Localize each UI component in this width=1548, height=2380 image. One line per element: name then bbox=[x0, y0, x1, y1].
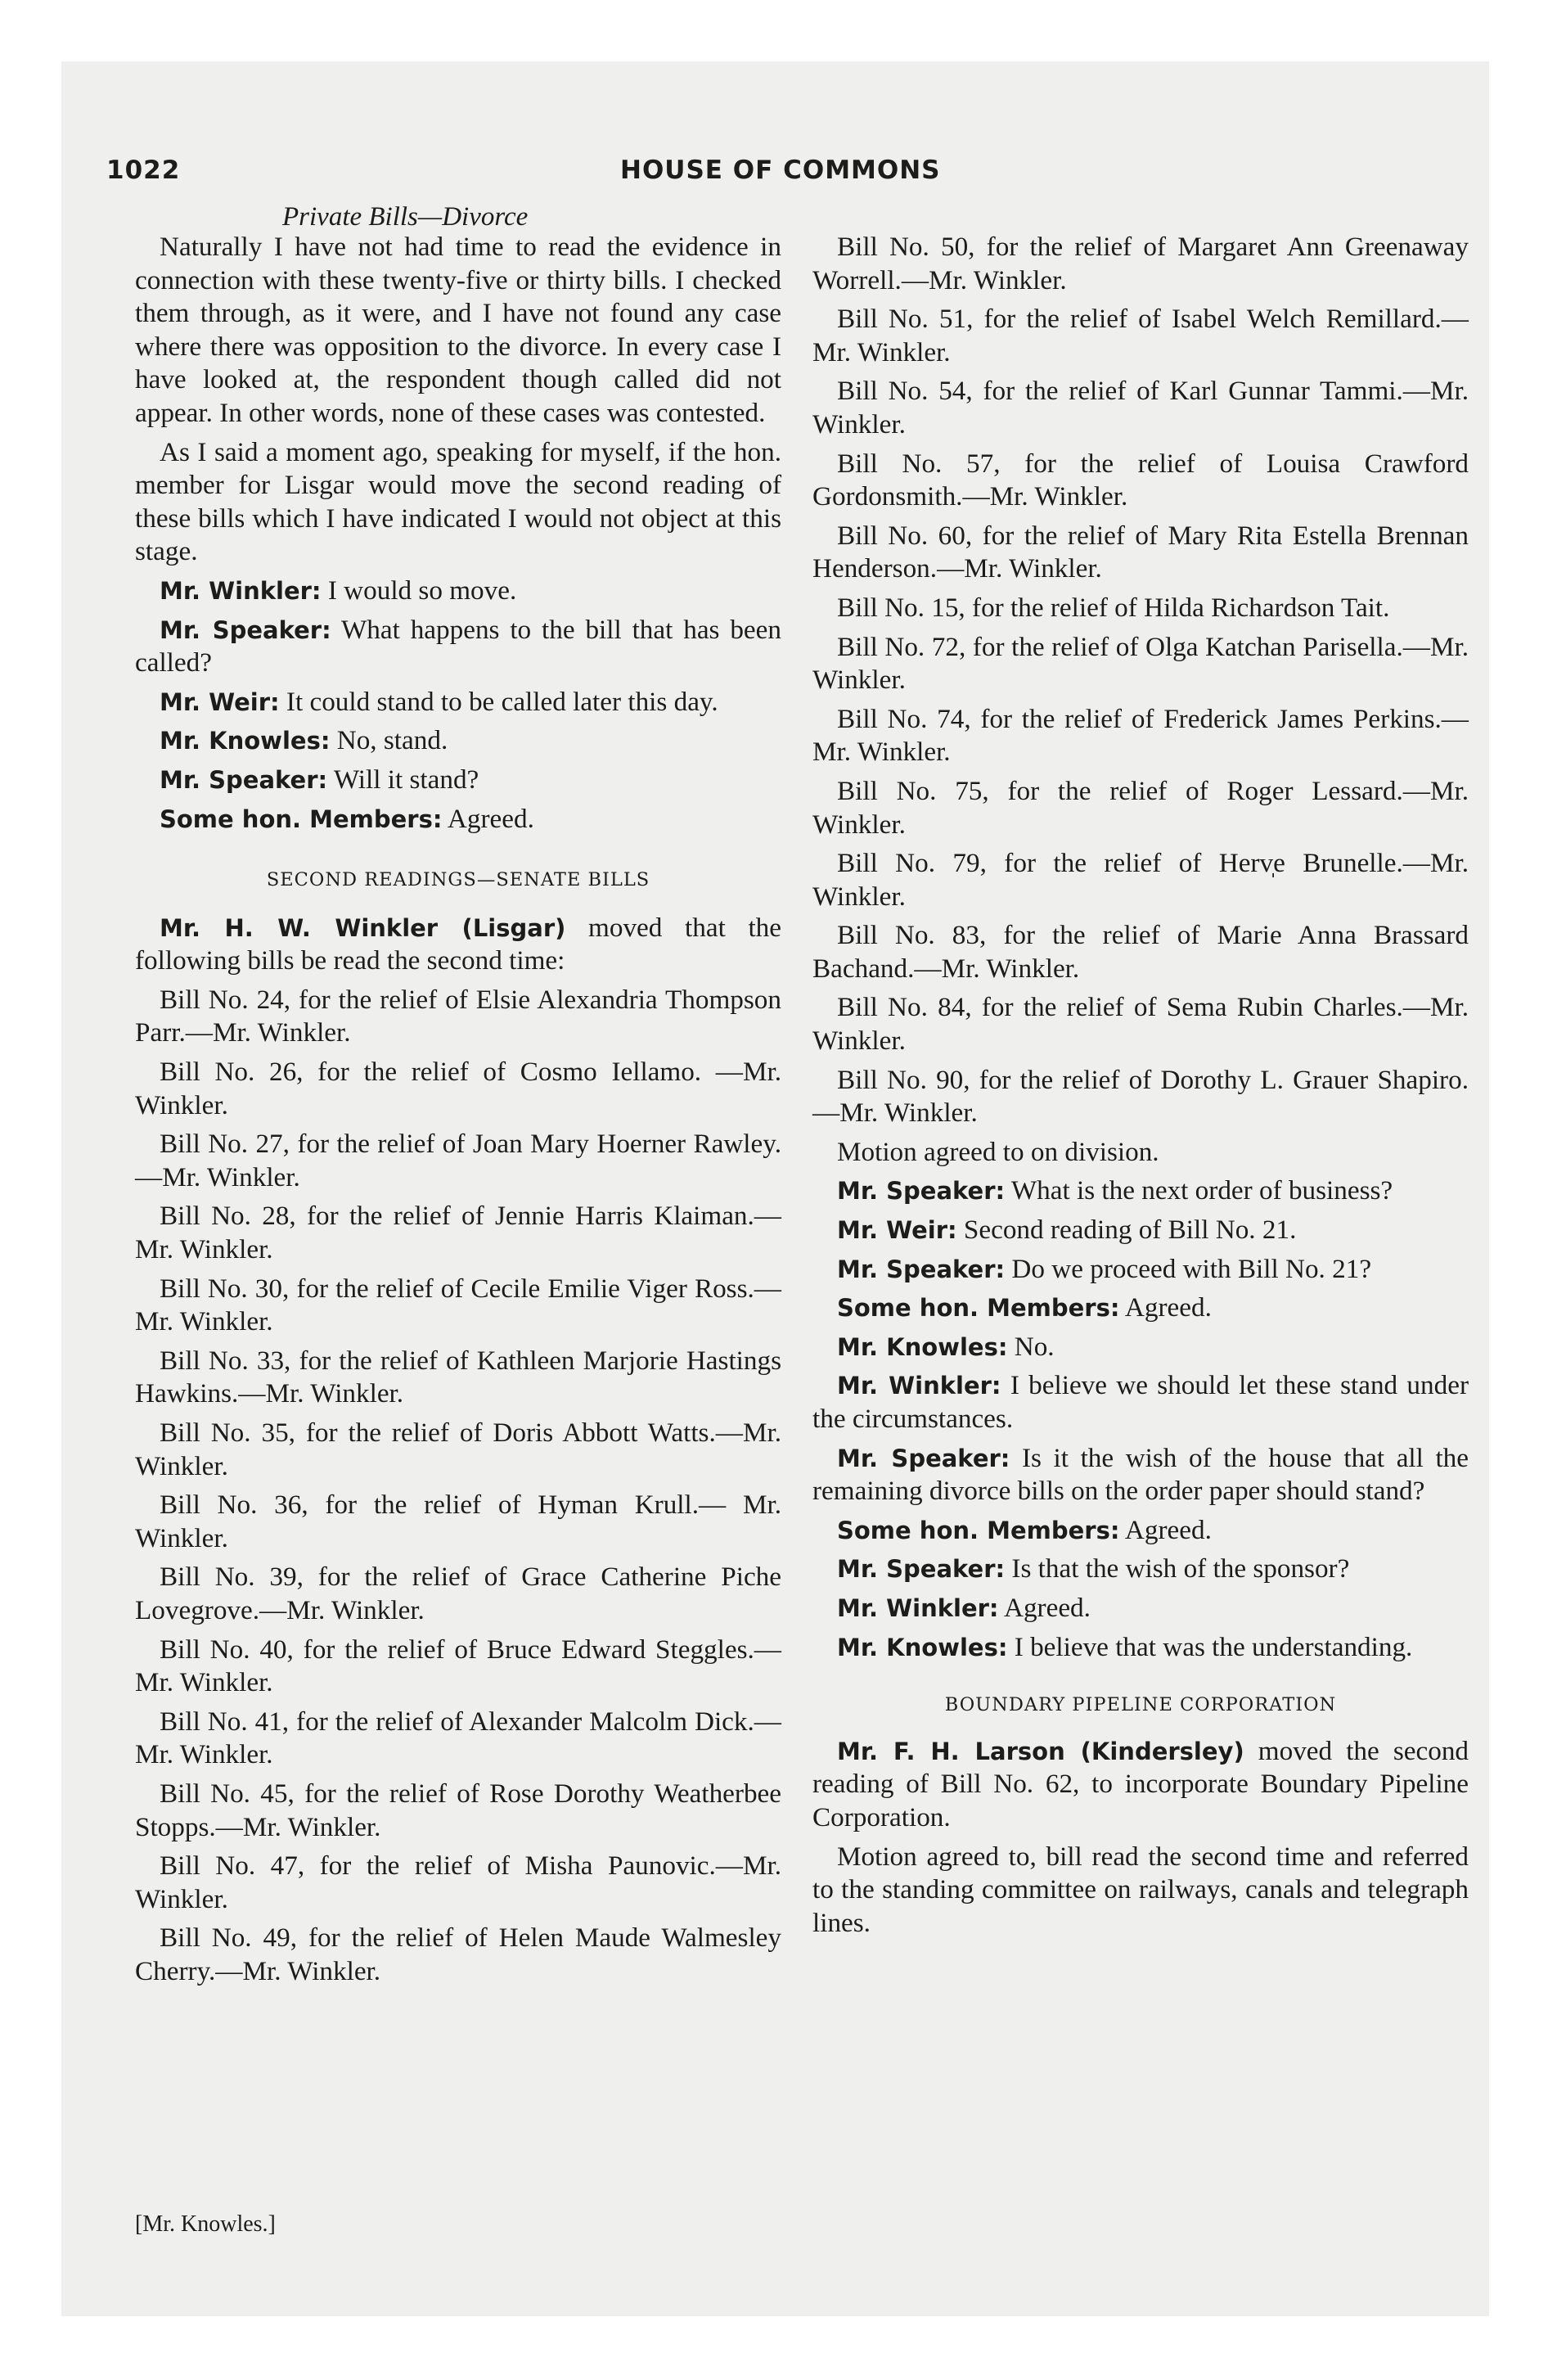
paragraph-text: Bill No. 33, for the relief of Kathleen Marjorie Hastings Hawkins.—Mr. Winkler. bbox=[135, 1345, 781, 1409]
speaker-name: Mr. Speaker: bbox=[837, 1555, 1006, 1584]
text-paragraph bbox=[812, 375, 1469, 441]
text-paragraph bbox=[812, 448, 1469, 514]
paragraph-text: Bill No. 28, for the relief of Jennie Harris Klaiman.—Mr. Winkler. bbox=[135, 1201, 781, 1265]
text-paragraph bbox=[135, 231, 781, 430]
paragraph-text: Bill No. 72, for the relief of Olga Katchan Parisella.—Mr. Winkler. bbox=[812, 631, 1469, 696]
speaker-name: Some hon. Members: bbox=[160, 805, 443, 833]
text-paragraph bbox=[812, 303, 1469, 369]
paragraph-text: Agreed. bbox=[1124, 1292, 1212, 1323]
text-paragraph bbox=[812, 703, 1469, 769]
paragraph-text: moved that the following bills be read the second time: bbox=[135, 912, 781, 976]
paragraph-text: As I said a moment ago, speaking for myself, if the hon. member for Lisgar would move the second reading of these bills which I have indicated I would not object at this stage. bbox=[135, 436, 781, 567]
speaker-name: Some hon. Members: bbox=[837, 1294, 1120, 1323]
paragraph-text: Agreed. bbox=[1124, 1514, 1212, 1545]
text-paragraph bbox=[135, 1561, 781, 1627]
footer-speaker-note: [Mr. Knowles.] bbox=[135, 2211, 276, 2237]
paragraph-text: Bill No. 24, for the relief of Elsie Alexandria Thompson Parr.—Mr. Winkler. bbox=[135, 984, 781, 1048]
speech-paragraph bbox=[135, 803, 781, 836]
running-head: HOUSE OF COMMONS bbox=[620, 156, 941, 185]
paragraph-text: Bill No. 41, for the relief of Alexander Malcolm Dick.—Mr. Winkler. bbox=[135, 1706, 781, 1770]
speech-paragraph bbox=[812, 1174, 1469, 1208]
speaker-name: Some hon. Members: bbox=[837, 1516, 1120, 1544]
paragraph-text: Bill No. 30, for the relief of Cecile Emilie Viger Ross.—Mr. Winkler. bbox=[135, 1273, 781, 1337]
text-paragraph bbox=[135, 1922, 781, 1988]
text-paragraph bbox=[135, 1706, 781, 1772]
speaker-name: Mr. Winkler: bbox=[837, 1372, 1001, 1400]
paragraph-text: Bill No. 26, for the relief of Cosmo Iellamo. —Mr. Winkler. bbox=[135, 1057, 781, 1120]
speech-paragraph bbox=[135, 912, 781, 978]
section-subhead: Private Bills—Divorce bbox=[282, 202, 529, 232]
speech-paragraph bbox=[812, 1442, 1469, 1508]
text-paragraph bbox=[135, 1634, 781, 1700]
paragraph-text: I believe that was the understanding. bbox=[1014, 1631, 1413, 1662]
text-paragraph bbox=[135, 1489, 781, 1555]
paragraph-text: Bill No. 36, for the relief of Hyman Krull.— Mr. Winkler. bbox=[135, 1490, 781, 1553]
text-paragraph bbox=[135, 1345, 781, 1411]
speech-paragraph bbox=[135, 764, 781, 797]
text-paragraph bbox=[135, 1200, 781, 1266]
paragraph-text: No. bbox=[1014, 1331, 1055, 1362]
speech-paragraph bbox=[812, 1331, 1469, 1364]
paragraph-text: Bill No. 47, for the relief of Misha Paunovic.—Mr. Winkler. bbox=[135, 1850, 781, 1914]
text-paragraph bbox=[812, 1841, 1469, 1941]
text-paragraph bbox=[135, 1778, 781, 1844]
text-paragraph bbox=[812, 1136, 1469, 1170]
speaker-name: Mr. F. H. Larson (Kindersley) bbox=[837, 1737, 1244, 1765]
paragraph-text: Bill No. 50, for the relief of Margaret Ann Greenaway Worrell.—Mr. Winkler. bbox=[812, 232, 1469, 295]
paragraph-text: Motion agreed to, bill read the second time and referred to the standing committee on railways, canals and telegraph lines. bbox=[812, 1841, 1469, 1938]
paragraph-text: It could stand to be called later this day. bbox=[286, 686, 718, 717]
speech-paragraph bbox=[812, 1253, 1469, 1287]
speaker-name: Mr. Knowles: bbox=[837, 1633, 1008, 1661]
text-paragraph bbox=[135, 1850, 781, 1916]
speaker-name: Mr. Winkler: bbox=[837, 1593, 999, 1622]
paragraph-text: Do we proceed with Bill No. 21? bbox=[1011, 1253, 1372, 1284]
speaker-name: Mr. Speaker: bbox=[160, 615, 331, 644]
text-paragraph bbox=[812, 592, 1469, 625]
paragraph-text: Bill No. 79, for the relief of Herv̩e Brunelle.—Mr. Winkler. bbox=[812, 848, 1469, 912]
paragraph-text: Bill No. 84, for the relief of Sema Rubin Charles.—Mr. Winkler. bbox=[812, 992, 1469, 1057]
text-paragraph bbox=[812, 847, 1469, 913]
speaker-name: Mr. Speaker: bbox=[837, 1444, 1010, 1472]
paragraph-text: Naturally I have not had time to read the evidence in connection with these twenty-five or thirty bills. I checked them through, as it were, and I have not found any case where there was opposition to the divorce. In every case I have looked at, the respondent though called did not appear. In other words, none of these cases was contested. bbox=[135, 232, 781, 428]
speech-paragraph bbox=[135, 575, 781, 608]
speech-paragraph bbox=[812, 1735, 1469, 1835]
text-paragraph bbox=[812, 1064, 1469, 1130]
text-paragraph bbox=[135, 1417, 781, 1483]
section-heading: SECOND READINGS—SENATE BILLS bbox=[266, 869, 650, 891]
text-paragraph bbox=[812, 520, 1469, 586]
speech-paragraph bbox=[812, 1214, 1469, 1247]
paragraph-text: Bill No. 90, for the relief of Dorothy L. Grauer Shapiro.—Mr. Winkler. bbox=[812, 1064, 1469, 1129]
paragraph-text: Agreed. bbox=[1003, 1592, 1091, 1623]
paragraph-text: Bill No. 75, for the relief of Roger Lessard.—Mr. Winkler. bbox=[812, 775, 1469, 840]
speech-paragraph bbox=[812, 1631, 1469, 1665]
speech-paragraph bbox=[135, 614, 781, 680]
paragraph-text: I believe we should let these stand under the circumstances. bbox=[812, 1370, 1469, 1434]
paragraph-text: Bill No. 54, for the relief of Karl Gunnar Tammi.—Mr. Winkler. bbox=[812, 376, 1469, 439]
page-header bbox=[106, 156, 1465, 196]
paragraph-text: Bill No. 57, for the relief of Louisa Crawford Gordonsmith.—Mr. Winkler. bbox=[812, 448, 1469, 512]
right-column bbox=[812, 231, 1469, 1945]
speech-paragraph bbox=[812, 1369, 1469, 1436]
text-paragraph bbox=[812, 231, 1469, 297]
text-paragraph bbox=[135, 1273, 781, 1339]
speaker-name: Mr. Speaker: bbox=[160, 765, 328, 794]
paragraph-text: Bill No. 83, for the relief of Marie Anna Brassard Bachand.—Mr. Winkler. bbox=[812, 920, 1469, 984]
speech-paragraph bbox=[135, 724, 781, 758]
paragraph-text: Will it stand? bbox=[333, 764, 479, 795]
paragraph-text: Is it the wish of the house that all the remaining divorce bills on the order paper should stand? bbox=[812, 1442, 1469, 1507]
paragraph-text: Agreed. bbox=[447, 803, 534, 834]
text-paragraph bbox=[812, 991, 1469, 1057]
paragraph-text: Bill No. 27, for the relief of Joan Mary Hoerner Rawley.—Mr. Winkler. bbox=[135, 1129, 781, 1192]
speech-paragraph bbox=[812, 1553, 1469, 1586]
speaker-name: Mr. Winkler: bbox=[160, 576, 322, 605]
section-heading: BOUNDARY PIPELINE CORPORATION bbox=[944, 1694, 1337, 1716]
left-column bbox=[135, 231, 781, 1995]
paragraph-text: Bill No. 35, for the relief of Doris Abbott Watts.—Mr. Winkler. bbox=[135, 1418, 781, 1481]
text-paragraph bbox=[135, 1056, 781, 1122]
paragraph-text: moved the second reading of Bill No. 62, to incorporate Boundary Pipeline Corporation. bbox=[812, 1735, 1469, 1832]
text-paragraph bbox=[812, 775, 1469, 841]
paragraph-text: Bill No. 60, for the relief of Mary Rita Estella Brennan Henderson.—Mr. Winkler. bbox=[812, 520, 1469, 584]
paragraph-text: Is that the wish of the sponsor? bbox=[1011, 1553, 1350, 1584]
speaker-name: Mr. Knowles: bbox=[160, 727, 331, 755]
paragraph-text: Bill No. 39, for the relief of Grace Catherine Piche Lovegrove.—Mr. Winkler. bbox=[135, 1562, 781, 1625]
paragraph-text: I would so move. bbox=[327, 575, 517, 606]
paragraph-text: No, stand. bbox=[336, 725, 448, 756]
speaker-name: Mr. Knowles: bbox=[837, 1332, 1008, 1361]
page-number: 1022 bbox=[106, 156, 181, 185]
speech-paragraph bbox=[812, 1514, 1469, 1548]
paragraph-text: Second reading of Bill No. 21. bbox=[963, 1215, 1297, 1246]
paragraph-text: What happens to the bill that has been called? bbox=[135, 614, 781, 678]
speech-paragraph bbox=[812, 1592, 1469, 1625]
paragraph-text: Motion agreed to on division. bbox=[837, 1136, 1159, 1167]
speech-paragraph bbox=[812, 1291, 1469, 1325]
paragraph-text: What is the next order of business? bbox=[1010, 1175, 1393, 1206]
text-paragraph bbox=[812, 919, 1469, 985]
paragraph-text: Bill No. 15, for the relief of Hilda Richardson Tait. bbox=[837, 592, 1390, 623]
paragraph-text: Bill No. 45, for the relief of Rose Dorothy Weatherbee Stopps.—Mr. Winkler. bbox=[135, 1778, 781, 1842]
text-paragraph bbox=[135, 984, 781, 1050]
text-paragraph bbox=[135, 436, 781, 569]
speaker-name: Mr. Speaker: bbox=[837, 1177, 1006, 1206]
speaker-name: Mr. H. W. Winkler (Lisgar) bbox=[160, 913, 566, 942]
text-paragraph bbox=[135, 1128, 781, 1194]
speaker-name: Mr. Speaker: bbox=[837, 1255, 1006, 1283]
paragraph-text: Bill No. 51, for the relief of Isabel Welch Remillard.—Mr. Winkler. bbox=[812, 304, 1469, 367]
paragraph-text: Bill No. 40, for the relief of Bruce Edward Steggles.—Mr. Winkler. bbox=[135, 1634, 781, 1698]
text-paragraph bbox=[812, 631, 1469, 697]
paragraph-text: Bill No. 74, for the relief of Frederick James Perkins.—Mr. Winkler. bbox=[812, 703, 1469, 768]
speaker-name: Mr. Weir: bbox=[160, 687, 280, 716]
paragraph-text: Bill No. 49, for the relief of Helen Maude Walmesley Cherry.—Mr. Winkler. bbox=[135, 1922, 781, 1986]
speech-paragraph bbox=[135, 686, 781, 719]
speaker-name: Mr. Weir: bbox=[837, 1216, 957, 1245]
